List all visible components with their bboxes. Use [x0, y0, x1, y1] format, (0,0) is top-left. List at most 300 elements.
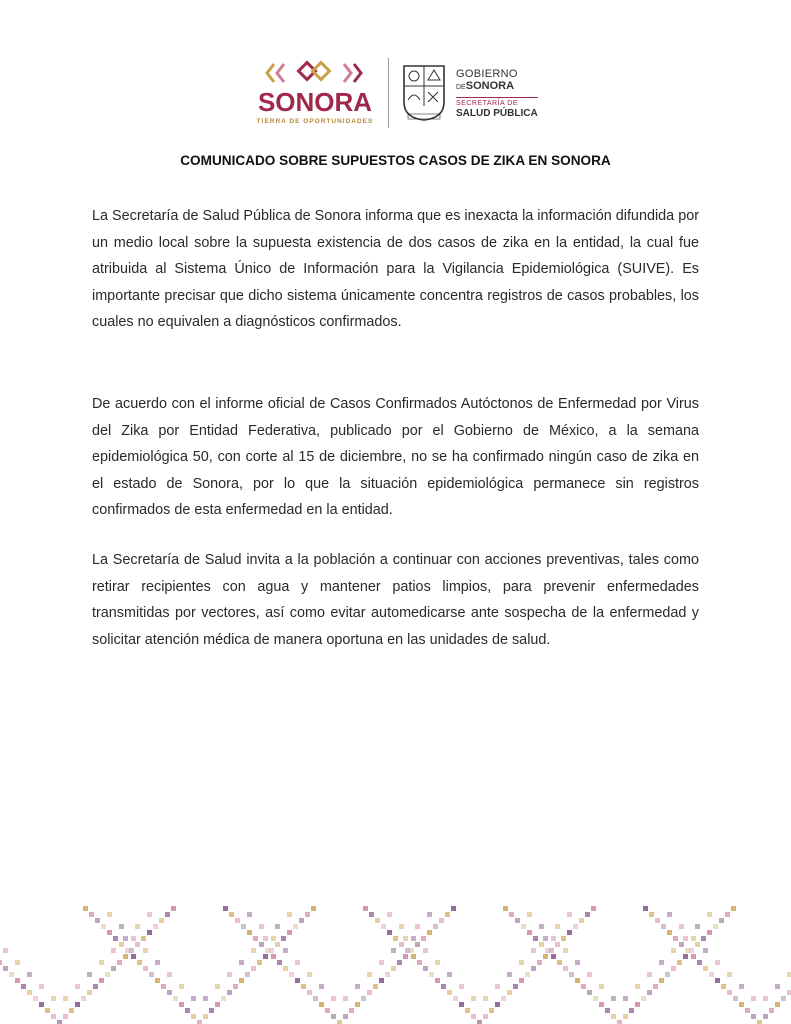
- pattern-square: [263, 954, 268, 959]
- pattern-square: [715, 960, 720, 965]
- pattern-square: [275, 924, 280, 929]
- pattern-square: [421, 936, 426, 941]
- pattern-square: [591, 906, 596, 911]
- pattern-square: [647, 990, 652, 995]
- pattern-square: [739, 984, 744, 989]
- pattern-square: [259, 942, 264, 947]
- pattern-square: [83, 906, 88, 911]
- decorative-footer-pattern: [0, 900, 791, 1024]
- pattern-square: [319, 1002, 324, 1007]
- pattern-square: [301, 984, 306, 989]
- pattern-square: [471, 1014, 476, 1019]
- pattern-square: [451, 906, 456, 911]
- pattern-square: [569, 972, 574, 977]
- pattern-square: [81, 996, 86, 1001]
- pattern-square: [695, 924, 700, 929]
- pattern-square: [271, 936, 276, 941]
- pattern-square: [159, 918, 164, 923]
- pattern-square: [259, 924, 264, 929]
- pattern-square: [599, 984, 604, 989]
- pattern-square: [185, 1008, 190, 1013]
- pattern-square: [239, 960, 244, 965]
- pattern-square: [75, 1002, 80, 1007]
- pattern-square: [539, 942, 544, 947]
- pattern-square: [287, 930, 292, 935]
- pattern-square: [435, 978, 440, 983]
- pattern-square: [599, 1002, 604, 1007]
- pattern-square: [69, 1008, 74, 1013]
- pattern-square: [733, 996, 738, 1001]
- pattern-square: [391, 948, 396, 953]
- pattern-square: [539, 924, 544, 929]
- sonora-wordmark: SONORA: [257, 87, 373, 117]
- pattern-square: [643, 906, 648, 911]
- pattern-square: [503, 906, 508, 911]
- pattern-square: [251, 948, 256, 953]
- pattern-square: [649, 912, 654, 917]
- pattern-square: [673, 936, 678, 941]
- pattern-square: [629, 1008, 634, 1013]
- pattern-square: [381, 924, 386, 929]
- pattern-square: [99, 978, 104, 983]
- coat-of-arms-icon: [400, 62, 448, 124]
- pattern-square: [775, 1002, 780, 1007]
- pattern-square: [117, 960, 122, 965]
- pattern-square: [179, 984, 184, 989]
- pattern-square: [361, 996, 366, 1001]
- pattern-square: [27, 990, 32, 995]
- pattern-square: [143, 948, 148, 953]
- salud-publica-label: SALUD PÚBLICA: [456, 108, 538, 119]
- document-header: [0, 52, 791, 136]
- pattern-square: [241, 924, 246, 929]
- pattern-square: [349, 1008, 354, 1013]
- pattern-square: [775, 984, 780, 989]
- pattern-square: [587, 972, 592, 977]
- paragraph-1: La Secretaría de Salud Pública de Sonora informa que es inexacta la información difundida por un medio local sobre la supuesta existencia de dos casos de zika en la entidad, la cual fue atribuida al Sistema Único de Información para la Vigilancia Epidemiológica (SUIVE). Es importante precisar que dicho sistema únicamente concentra registros de casos probables, los cuales no equivalen a diagnósticos confirmados.: [92, 208, 699, 330]
- pattern-square: [757, 1020, 762, 1024]
- pattern-square: [3, 966, 8, 971]
- pattern-square: [247, 912, 252, 917]
- pattern-square: [751, 996, 756, 1001]
- pattern-square: [27, 972, 32, 977]
- pattern-square: [531, 966, 536, 971]
- pattern-square: [519, 960, 524, 965]
- pattern-square: [573, 924, 578, 929]
- pattern-square: [477, 1020, 482, 1024]
- pattern-square: [423, 948, 428, 953]
- pattern-square: [283, 948, 288, 953]
- pattern-square: [251, 966, 256, 971]
- pattern-square: [703, 966, 708, 971]
- pattern-square: [191, 996, 196, 1001]
- pattern-square: [399, 942, 404, 947]
- pattern-square: [587, 990, 592, 995]
- pattern-square: [745, 1008, 750, 1013]
- pattern-square: [727, 972, 732, 977]
- pattern-square: [307, 972, 312, 977]
- pattern-square: [387, 930, 392, 935]
- pattern-square: [695, 942, 700, 947]
- pattern-square: [707, 930, 712, 935]
- pattern-square: [439, 918, 444, 923]
- pattern-square: [331, 996, 336, 1001]
- pattern-square: [375, 918, 380, 923]
- pattern-square: [545, 948, 550, 953]
- pattern-square: [471, 996, 476, 1001]
- pattern-square: [751, 1014, 756, 1019]
- gobierno-prefix: DE: [456, 84, 466, 91]
- pattern-square: [153, 924, 158, 929]
- pattern-square: [715, 978, 720, 983]
- pattern-square: [111, 948, 116, 953]
- pattern-square: [593, 996, 598, 1001]
- pattern-square: [33, 996, 38, 1001]
- pattern-square: [15, 978, 20, 983]
- pattern-square: [343, 996, 348, 1001]
- pattern-square: [459, 984, 464, 989]
- pattern-square: [167, 972, 172, 977]
- pattern-square: [727, 990, 732, 995]
- pattern-square: [131, 936, 136, 941]
- pattern-square: [787, 972, 791, 977]
- pattern-square: [253, 936, 258, 941]
- pattern-square: [411, 936, 416, 941]
- pattern-square: [635, 984, 640, 989]
- pattern-square: [203, 996, 208, 1001]
- pattern-square: [495, 1002, 500, 1007]
- pattern-square: [653, 984, 658, 989]
- pattern-square: [221, 996, 226, 1001]
- pattern-square: [51, 1014, 56, 1019]
- pattern-square: [271, 954, 276, 959]
- pattern-square: [787, 990, 791, 995]
- pattern-square: [197, 1020, 202, 1024]
- pattern-square: [543, 936, 548, 941]
- pattern-square: [257, 960, 262, 965]
- pattern-square: [525, 972, 530, 977]
- pattern-square: [155, 960, 160, 965]
- pattern-square: [191, 1014, 196, 1019]
- pattern-square: [427, 912, 432, 917]
- sonora-tagline: TIERRA DE OPORTUNIDADES: [256, 118, 374, 125]
- pattern-square: [125, 948, 130, 953]
- pattern-square: [683, 954, 688, 959]
- pattern-square: [447, 972, 452, 977]
- pattern-square: [429, 972, 434, 977]
- gobierno-state: [456, 80, 556, 94]
- pattern-square: [427, 930, 432, 935]
- pattern-square: [707, 912, 712, 917]
- pattern-square: [131, 954, 136, 959]
- pattern-square: [135, 924, 140, 929]
- pattern-square: [179, 1002, 184, 1007]
- pattern-square: [617, 1020, 622, 1024]
- pattern-square: [3, 948, 8, 953]
- pattern-square: [679, 924, 684, 929]
- paragraph-3: La Secretaría de Salud invita a la población a continuar con acciones preventivas, tales como retirar recipientes con agua y mantener patios limpios, para prevenir enfermedades transmitidas por vectores, así como evitar automedicarse ante sospecha de la enfermedad y solicitar atención médica de manera oportuna en las unidades de salud.: [92, 552, 699, 648]
- pattern-square: [697, 960, 702, 965]
- pattern-square: [641, 996, 646, 1001]
- pattern-square: [483, 1014, 488, 1019]
- pattern-square: [135, 942, 140, 947]
- gobierno-state-name: SONORA: [465, 80, 515, 92]
- pattern-square: [21, 984, 26, 989]
- pattern-square: [433, 924, 438, 929]
- pattern-square: [495, 984, 500, 989]
- pattern-square: [223, 906, 228, 911]
- pattern-square: [215, 984, 220, 989]
- pattern-square: [387, 912, 392, 917]
- pattern-square: [581, 984, 586, 989]
- pattern-square: [579, 918, 584, 923]
- pattern-square: [509, 912, 514, 917]
- sonora-logo: [250, 58, 380, 132]
- pattern-square: [667, 930, 672, 935]
- pattern-square: [713, 924, 718, 929]
- pattern-square: [295, 978, 300, 983]
- sonora-pattern-icon: [264, 58, 364, 88]
- pattern-square: [527, 912, 532, 917]
- pattern-square: [379, 960, 384, 965]
- pattern-square: [519, 978, 524, 983]
- pattern-square: [679, 942, 684, 947]
- pattern-square: [611, 1014, 616, 1019]
- pattern-square: [683, 936, 688, 941]
- document-title: COMUNICADO SOBRE SUPUESTOS CASOS DE ZIKA EN SONORA: [180, 153, 611, 168]
- pattern-square: [709, 972, 714, 977]
- pattern-square: [173, 996, 178, 1001]
- pattern-square: [555, 942, 560, 947]
- pattern-square: [417, 960, 422, 965]
- pattern-square: [527, 930, 532, 935]
- pattern-square: [227, 972, 232, 977]
- pattern-square: [701, 936, 706, 941]
- pattern-square: [319, 984, 324, 989]
- paragraph-2: De acuerdo con el informe oficial de Casos Confirmados Autóctonos de Enfermedad por Virus del Zika por Entidad Federativa, publicado por el Gobierno de México, a la semana epidemiológica 50, con corte al 15 de diciembre, no se ha confirmado ningún caso de zika en el estado de Sonora, por lo que la situación epidemiológica permanece sin registros confirmados de esta enfermedad en la entidad.: [92, 396, 699, 518]
- pattern-square: [119, 942, 124, 947]
- pattern-square: [147, 912, 152, 917]
- pattern-square: [507, 990, 512, 995]
- pattern-square: [247, 930, 252, 935]
- gobierno-rule: [456, 97, 538, 98]
- pattern-square: [557, 960, 562, 965]
- pattern-square: [403, 936, 408, 941]
- pattern-square: [87, 972, 92, 977]
- gobierno-label: GOBIERNO: [456, 68, 518, 80]
- pattern-square: [385, 972, 390, 977]
- pattern-square: [229, 912, 234, 917]
- pattern-square: [423, 966, 428, 971]
- pattern-square: [685, 948, 690, 953]
- pattern-square: [739, 1002, 744, 1007]
- pattern-square: [367, 990, 372, 995]
- pattern-square: [227, 990, 232, 995]
- pattern-square: [515, 918, 520, 923]
- pattern-square: [373, 984, 378, 989]
- pattern-square: [397, 960, 402, 965]
- pattern-square: [57, 1020, 62, 1024]
- pattern-square: [313, 996, 318, 1001]
- pattern-square: [239, 978, 244, 983]
- pattern-square: [665, 972, 670, 977]
- pattern-square: [659, 978, 664, 983]
- pattern-square: [295, 960, 300, 965]
- pattern-square: [277, 960, 282, 965]
- secretaria-label: SECRETARÍA DE: [456, 100, 518, 107]
- gobierno-logo: [400, 62, 550, 128]
- pattern-square: [165, 912, 170, 917]
- pattern-square: [691, 936, 696, 941]
- pattern-square: [263, 936, 268, 941]
- pattern-square: [63, 1014, 68, 1019]
- gobierno-text: [456, 68, 556, 120]
- pattern-square: [161, 984, 166, 989]
- pattern-square: [763, 1014, 768, 1019]
- pattern-square: [725, 912, 730, 917]
- pattern-square: [661, 924, 666, 929]
- pattern-square: [167, 990, 172, 995]
- pattern-square: [691, 954, 696, 959]
- pattern-square: [299, 918, 304, 923]
- pattern-square: [363, 906, 368, 911]
- pattern-square: [369, 912, 374, 917]
- pattern-square: [623, 996, 628, 1001]
- pattern-square: [307, 990, 312, 995]
- pattern-square: [763, 996, 768, 1001]
- pattern-square: [635, 1002, 640, 1007]
- pattern-square: [283, 966, 288, 971]
- pattern-square: [137, 960, 142, 965]
- pattern-square: [655, 918, 660, 923]
- pattern-square: [343, 1014, 348, 1019]
- pattern-square: [101, 924, 106, 929]
- pattern-square: [677, 960, 682, 965]
- pattern-square: [415, 924, 420, 929]
- pattern-square: [95, 918, 100, 923]
- pattern-square: [63, 996, 68, 1001]
- pattern-square: [107, 930, 112, 935]
- pattern-square: [141, 936, 146, 941]
- pattern-square: [513, 984, 518, 989]
- pattern-square: [531, 948, 536, 953]
- pattern-square: [235, 918, 240, 923]
- pattern-square: [367, 972, 372, 977]
- pattern-square: [265, 948, 270, 953]
- pattern-square: [331, 1014, 336, 1019]
- pattern-square: [453, 996, 458, 1001]
- logo-divider: [388, 58, 389, 128]
- pattern-square: [405, 948, 410, 953]
- pattern-square: [575, 978, 580, 983]
- pattern-square: [659, 960, 664, 965]
- pattern-square: [113, 936, 118, 941]
- pattern-square: [75, 984, 80, 989]
- pattern-square: [403, 954, 408, 959]
- pattern-square: [147, 930, 152, 935]
- pattern-square: [563, 966, 568, 971]
- pattern-square: [533, 936, 538, 941]
- pattern-square: [611, 996, 616, 1001]
- pattern-square: [435, 960, 440, 965]
- pattern-square: [293, 924, 298, 929]
- pattern-square: [441, 984, 446, 989]
- pattern-square: [551, 936, 556, 941]
- pattern-square: [459, 1002, 464, 1007]
- pattern-square: [99, 960, 104, 965]
- pattern-square: [415, 942, 420, 947]
- pattern-square: [275, 942, 280, 947]
- pattern-square: [543, 954, 548, 959]
- pattern-square: [123, 954, 128, 959]
- pattern-square: [399, 924, 404, 929]
- pattern-square: [671, 966, 676, 971]
- pattern-square: [289, 972, 294, 977]
- pattern-square: [501, 996, 506, 1001]
- pattern-square: [575, 960, 580, 965]
- pattern-square: [667, 912, 672, 917]
- pattern-square: [563, 948, 568, 953]
- pattern-square: [87, 990, 92, 995]
- pattern-square: [171, 906, 176, 911]
- pattern-square: [311, 906, 316, 911]
- pattern-square: [45, 1008, 50, 1013]
- pattern-square: [305, 912, 310, 917]
- pattern-square: [355, 984, 360, 989]
- pattern-square: [39, 1002, 44, 1007]
- pattern-square: [51, 996, 56, 1001]
- pattern-square: [769, 1008, 774, 1013]
- pattern-square: [105, 972, 110, 977]
- pattern-square: [155, 978, 160, 983]
- pattern-square: [215, 1002, 220, 1007]
- pattern-square: [149, 972, 154, 977]
- pattern-square: [703, 948, 708, 953]
- pattern-square: [507, 972, 512, 977]
- pattern-square: [337, 1020, 342, 1024]
- pattern-square: [555, 924, 560, 929]
- pattern-square: [489, 1008, 494, 1013]
- pattern-square: [567, 930, 572, 935]
- pattern-square: [721, 984, 726, 989]
- pattern-square: [537, 960, 542, 965]
- pattern-square: [561, 936, 566, 941]
- pattern-square: [281, 936, 286, 941]
- pattern-square: [623, 1014, 628, 1019]
- pattern-square: [447, 990, 452, 995]
- pattern-square: [143, 966, 148, 971]
- pattern-square: [203, 1014, 208, 1019]
- pattern-square: [39, 984, 44, 989]
- pattern-square: [483, 996, 488, 1001]
- pattern-square: [719, 918, 724, 923]
- pattern-square: [119, 924, 124, 929]
- pattern-square: [781, 996, 786, 1001]
- pattern-square: [393, 936, 398, 941]
- pattern-square: [671, 948, 676, 953]
- pattern-square: [355, 1002, 360, 1007]
- pattern-square: [9, 972, 14, 977]
- pattern-square: [89, 912, 94, 917]
- pattern-square: [411, 954, 416, 959]
- pattern-square: [605, 1008, 610, 1013]
- pattern-square: [15, 960, 20, 965]
- pattern-square: [445, 912, 450, 917]
- pattern-square: [107, 912, 112, 917]
- pattern-square: [551, 954, 556, 959]
- pattern-square: [521, 924, 526, 929]
- pattern-square: [465, 1008, 470, 1013]
